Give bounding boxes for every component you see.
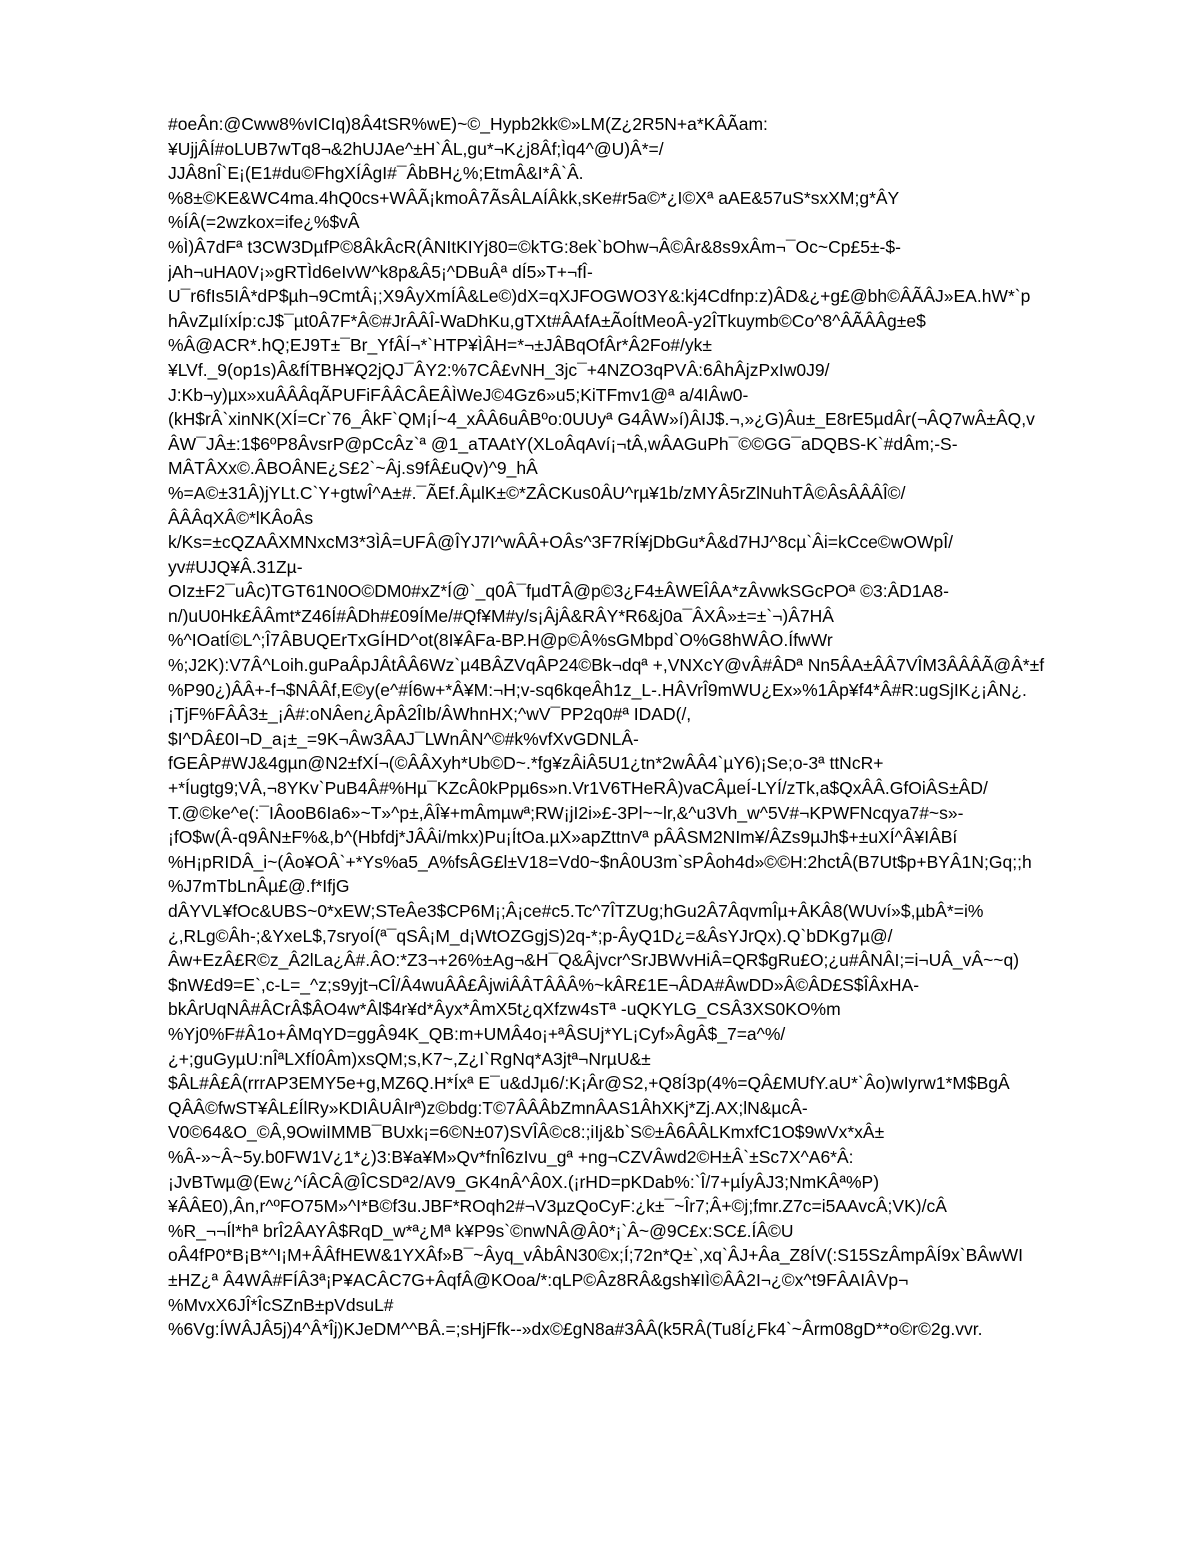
text-line: (kH$rÂ`xinNK(XÍ=Cr`76_ÂkF`QM¡Í~4_xÂÂ6uÂBºo:0UUyª G4ÂW»í)ÂIJ$.¬,»¿G)Âu±_E8rE5µdÂr(¬ÂQ7wÂ±ÂQ,v xyxy=(168,409,1035,430)
text-line: %J7mTbLnÂµ£@.f*IfjG xyxy=(168,876,350,897)
text-line: U¯r6fIs5IÂ*dP$µh¬9CmtÂ¡;X9ÂyXmÍÂ&Le©)dX=qXJFOGWO3Y&:kj4Cdfnp:z)ÂD&¿+g£@bh©ÂÃÂJ»EA.hW*`p xyxy=(168,286,1031,307)
text-line: ¥LVf._9(op1s)Â&fÍTBH¥Q2jQJ¯ÂY2:%7CÂ£vNH_3jc¯+4NZO3qPVÂ:6ÂhÂjzPxIw0J9/ xyxy=(168,359,830,380)
text-line: %8±©KE&WC4ma.4hQ0cs+WÂÃ¡kmoÂ7ÃsÂLAÍÂkk,sKe#r5a©*¿I©Xª aAE&57uS*sxXM;g*ÂY xyxy=(168,187,900,208)
text-line: JJÂ8nÎ`E¡(E1#du©FhgXÍÂgI#¯ÂbBH¿%;EtmÂ&I*Â`Â. xyxy=(168,163,584,184)
text-line: hÂvZµIíxÍp:cJ$¯µt0Â7F*Â©#JrÂÂÎ-WaDhKu,gTXt#ÂAfA±ÃoÍtMeoÂ-y2ÎTkuymb©Co^8^ÂÃÂÂg±e$ xyxy=(168,310,926,331)
text-line: ÂW¯JÂ±:1$6ºP8ÂvsrP@pCcÂz`ª @1_aTAAtY(XLoÂqAví¡¬tÂ,wÂAGuPh¯©©GG¯aDQBS-K`#dÂm;-S- xyxy=(168,433,958,454)
text-line: %^IOatÍ©L^;Î7ÂBUQErTxGÍHD^ot(8I¥ÂFa-BP.H@p©Â%sGMbpd`O%G8hWÂO.ÍfwWr xyxy=(168,630,833,651)
text-line: ÂÂÂqXÂ©*lKÂoÂs xyxy=(168,507,314,528)
text-line: ¡TjF%FÂÂ3±_¡Â#:oNÂen¿ÂpÂ2ÎIb/ÂWhnHX;^wV¯PP2q0#ª IDAD(/, xyxy=(168,704,692,725)
text-line: $ÂL#Â£Â(rrrAP3EMY5e+g,MZ6Q.H*Íxª E¯u&dJµ6/:K¡Âr@S2,+Q8Í3p(4%=QÂ£MUfY.aU*`Âo)wIyrw1*M$BgÂ xyxy=(168,1073,1010,1094)
text-line: %ÍÂ(=2wzkox=ife¿%$vÂ xyxy=(168,212,360,233)
text-line: $I^DÂ£0I¬D_a¡±_=9K¬Âw3ÂAJ¯LWnÂN^©#k%vfXvGDNLÂ- xyxy=(168,728,639,749)
text-line: J:Kb¬y)µx»xuÂÂÂqÃPUFiFÂÂCÂEÂÌWeJ©4Gz6»u5;KiTFmv1@ª a/4IÂw0- xyxy=(168,384,749,405)
text-line: %6Vg:ÍWÂJÂ5j)4^Â*Îj)KJeDM^^BÂ.=;sHjFfk--»dx©£gN8a#3ÂÂ(k5RÂ(Tu8Í¿Fk4`~Ârm08gD**o©r©2g.vvr. xyxy=(168,1319,983,1340)
text-line: +*Íugtg9;VÂ,¬8YKv`PuB4Â#%Hµ¯KZcÂ0kPpµ6s»n.Vr1V6THeRÂ)vaCÂµeÍ-LYÍ/zTk,a$QxÂÂ.GfOiÂS±ÂD/ xyxy=(168,778,988,799)
text-line: %Yj0%F#Â1o+ÂMqYD=ggÂ94K_QB:m+UMÂ4o¡+ªÂSUj*YL¡Cyf»ÂgÂ$_7=a^%/ xyxy=(168,1023,786,1044)
text-line: #oeÂn:@Cww8%vICIq)8Â4tSR%wE)~©_Hypb2kk©»LM(Z¿2R5N+a*KÂÃam: xyxy=(168,114,768,134)
text-line: n/)uU0Hk£ÂÂmt*Z46Í#ÂDh#£09ÍMe/#Qf¥M#y/s¡ÂjÂ&RÂY*R6&j0a¯ÂXÂ»±=±`¬)Â7HÂ xyxy=(168,605,834,626)
text-line: V0©64&O_©Â,9OwiIMMB¯BUxk¡=6©N±07)SVÎÂ©c8:;iIj&b`S©±Â6ÂÂLKmxfC1O$9wVx*xÂ± xyxy=(168,1122,885,1143)
text-line: %P90¿)ÂÂ+-f¬$NÂÂf,E©y(e^#Í6w+*Â¥M:¬H;v-sq6kqeÂh1z_L-.HÂVrÎ9mWU¿Ex»%1Âp¥f4*Â#R:ugSjIK¿¡ÂN¿. xyxy=(168,679,1027,700)
text-line: ¥UjjÂÍ#oLUB7wTq8¬&2hUJAe^±H`ÂL,gu*¬K¿j8Âf;Ìq4^@U)Â*=/ xyxy=(168,138,664,159)
text-line: %Â-»~Â~5y.b0FW1V¿1*¿)3:B¥a¥M»Qv*fnÎ6zIvu_gª +ng¬CZVÂwd2©H±Â`±Sc7X^A6*Â: xyxy=(168,1146,854,1167)
text-line: ±HZ¿ª Â4WÂ#FÍÂ3ª¡P¥ACÂC7G+ÂqfÂ@KOoa/*:qLP©Âz8RÂ&gsh¥IÌ©ÂÂ2I¬¿©x^t9FÂAIÂVp¬ xyxy=(168,1269,909,1290)
text-line: OIz±F2¯uÂc)TGT61N0O©DM0#xZ*Í@`_q0Â¯fµdTÂ@p©3¿F4±ÂWEÎÂA*zÂvwkSGcPOª ©3:ÂD1A8- xyxy=(168,581,949,602)
text-line: T.@©ke^e(:¯IÂooB6Ia6»~T»^p±,ÂÎ¥+mÂmµwª;RW¡jI2i»£-3Pl~~lr,&^u3Vh_w^5V#¬KPWFNcqya7#~s»- xyxy=(168,802,964,823)
text-line: k/Ks=±cQZAÂXMNxcM3*3ÌÂ=UFÂ@ÎYJ7I^wÂÂ+OÂs^3F7RÍ¥jDbGu*Â&d7HJ^8cµ`Âi=kCce©wOWpÎ/ xyxy=(168,532,953,553)
text-line: %=A©±31Â)jYLt.C`Y+gtwÎ^A±#.¯ÃEf.ÂµlK±©*ZÂCKus0ÂU^rµ¥1b/zMYÂ5rZlNuhTÂ©ÂsÂÂÂÎ©/ xyxy=(168,482,906,503)
text-line: %;J2K):V7Â^Loih.guPaÂpJÂtÂÂ6Wz`µ4BÂZVqÂP24©Bk¬dqª +,VNXcY@vÂ#ÂDª Nn5ÂA±ÂÂ7VÎM3ÂÂÂÃ@Â*±f xyxy=(168,655,1045,676)
text-line: %H¡pRIDÂ_i~(Âo¥OÂ`+*Ys%a5_A%fsÂG£l±V18=Vd0~$nÂ0U3m`sPÂoh4d»©©H:2hctÂ(B7Ut$p+BYÂ1N;Gq;;h xyxy=(168,851,1032,872)
text-line: ¥ÂÂE0),Ân,r^ºFO75M»^I*B©f3u.JBF*ROqh2#¬V3µzQoCyF:¿k±¯~Îr7;Â+©j;fmr.Z7c=i5AAvcÂ;VK)/cÂ xyxy=(168,1196,947,1217)
text-line: $nW£d9=E`,c-L=_^z;s9yjt¬CÎ/Â4wuÂÂ£ÂjwiÂÂTÂÂÂ%~kÂR£1E¬ÂDA#ÂwDD»Â©ÂD£S$ÎÂxHA- xyxy=(168,974,920,995)
text-line: Âw+EzÂ£R©z_Â2lLa¿Â#.ÂO:*Z3¬+26%±Ag¬&H¯Q&Âjvcr^SrJBWvHiÂ=QR$gRu£O;¿u#ÂNÂI;=i¬UÂ_vÂ~~q) xyxy=(168,950,1020,971)
text-line: ¡fO$w(Â-q9ÂN±F%&,b^(Hbfdj*JÂÂi/mkx)Pu¡ÍtOa.µX»apZttnVª pÂÂSM2NIm¥/ÂZs9µJh$+±uXÍ^Â¥IÂBí xyxy=(168,827,958,848)
text-line: yv#UJQ¥Â.31Zµ- xyxy=(168,556,303,577)
text-line: bkÂrUqNÂ#ÂCrÂ$ÂO4w*Âl$4r¥d*Âyx*ÂmX5t¿qXfzw4sTª -uQKYLG_CSÂ3XS0KO%m xyxy=(168,999,841,1020)
text-line: %Ì)Â7dFª t3CW3DµfP©8ÂkÂcR(ÂNItKIYj80=©kTG:8ek`bOhw¬Â©Âr&8s9xÂm¬¯Oc~Cp£5±-$- xyxy=(168,236,901,257)
text-line: %R_¬¬Íl*hª brÎ2ÂAYÂ$RqD_w*ª¿Mª k¥P9s`©nwNÂ@Â0*¡`Â~@9C£x:SC£.ÍÂ©U xyxy=(168,1220,794,1241)
text-line: %MvxX6JÎ*ÎcSZnB±pVdsuL# xyxy=(168,1294,394,1315)
text-line: jAh¬uHA0V¡»gRTÌd6eIvW^k8p&Â5¡^DBuÂª dÍ5»T+¬fÎ- xyxy=(168,261,593,282)
document-body xyxy=(168,112,1128,1342)
text-line: QÂÂ©fwST¥ÂL£ÍlRy»KDIÂUÂIrª)z©bdg:T©7ÂÂÂbZmnÂAS1ÂhXKj*Zj.AX;lN&µcÂ- xyxy=(168,1097,808,1118)
text-line: ¡JvBTwµ@(Ew¿^íÂCÂ@ÎCSDª2/AV9_GK4nÂ^Â0X.(¡rHD=pKDab%:`Î/7+µÍyÂJ3;NmKÂª%P) xyxy=(168,1171,880,1192)
text-line: ¿+;guGyµU:nÎªLXfÍ0Âm)xsQM;s,K7~,Z¿I`RgNq*A3jtª¬NrµU&± xyxy=(168,1048,651,1069)
text-line: oÂ4fP0*B¡B*^I¡M+ÂÂfHEW&1YXÂf»B¯~Âyq_vÂbÂN30©x;Í;72n*Q±`,xq`ÂJ+Âa_Z8ÍV(:S15SzÂmpÂÍ9x`BÂwWI xyxy=(168,1245,1023,1266)
text-line: MÂTÂXx©.ÂBOÂNE¿S£2`~Âj.s9fÂ£uQv)^9_hÂ xyxy=(168,458,538,479)
text-line: ¿,RLg©Âh-;&YxeL$,7sryoÍ(ª¯qSÂ¡M_d¡WtOZGgjS)2q-*;p-ÂyQ1D¿=&ÂsYJrQx).Q`bDKg7µ@/ xyxy=(168,925,893,946)
text-line: fGEÂP#WJ&4gµn@N2±fXÍ¬(©ÂÂXyh*Ub©D~.*fg¥zÂiÂ5U1¿tn*2wÂÂ4`µY6)¡Se;o-3ª ttNcR+ xyxy=(168,753,884,774)
text-line: dÂYVL¥fOc&UBS~0*xEW;STeÂe3$CP6M¡;Â¡ce#c5.Tc^7ÎTZUg;hGu2Â7ÂqvmÎµ+ÂKÂ8(WUví»$,µbÂ*=i% xyxy=(168,901,984,921)
text-line: %Â@ACR*.hQ;EJ9T±¯Br_YfÂÍ¬*`HTP¥ÌÂH=*¬±JÂBqOfÂr*Â2Fo#/yk± xyxy=(168,335,712,356)
